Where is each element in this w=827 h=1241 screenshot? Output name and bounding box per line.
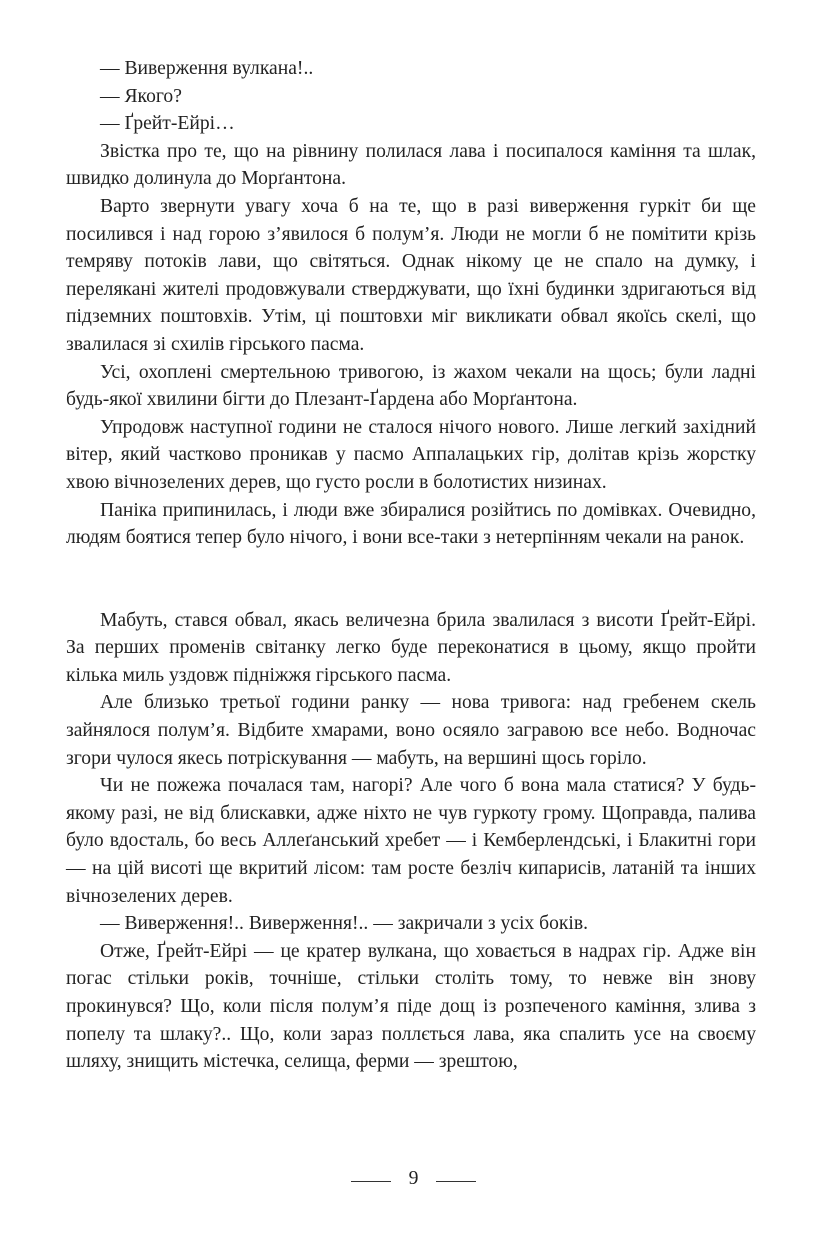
section-break	[66, 552, 756, 607]
text-section-2	[66, 607, 756, 1076]
footer-rule-right	[436, 1181, 476, 1182]
footer-rule-left	[351, 1181, 391, 1182]
paragraph: Паніка припинилась, і люди вже збиралися розійтись по домівках. Очевидно, людям боятися тепер було нічого, і вони все-таки з нетерпінням чекали на ранок.	[66, 499, 756, 549]
paragraph: Мабуть, стався обвал, якась величезна брила звалилася з висоти Ґрейт-Ейрі. За перших променів світанку легко буде переконатися в цьому, якщо пройти кілька миль уздовж підніжжя гірського пасма.	[66, 609, 756, 686]
paragraph: — Ґрейт-Ейрі…	[100, 113, 235, 135]
paragraph: Отже, Ґрейт-Ейрі — це кратер вулкана, що ховається в надрах гір. Адже він погас стільки років, точніше, стільки століть тому, то невже він знову прокинувся? Що, коли після полум’я піде дощ із розпеченого каміння, злива з попелу та шлаку?.. Що, коли зараз поллється лава, яка спалить усе на своєму шляху, знищить містечка, селища, ферми — зрештою,	[66, 940, 756, 1073]
page-number: 9	[408, 1168, 419, 1189]
paragraph: Звістка про те, що на рівнину полилася лава і посипалося каміння та шлак, швидко долинула до Морґантона.	[66, 140, 756, 190]
paragraph: Варто звернути увагу хоча б на те, що в разі виверження гуркіт би ще посилився і над горою з’явилося б полум’я. Люди не могли б не помітити крізь темряву потоків лави, що світяться. Однак нікому це не спало на думку, і перелякані жителі продовжували стверджувати, що їхні будинки здригаються від підземних поштовхів. Утім, ці поштовхи міг викликати обвал якоїсь скелі, що звалилася зі схилів гірського пасма.	[66, 195, 756, 355]
paragraph: Упродовж наступної години не сталося нічого нового. Лише легкий західний вітер, який частково проникав у пасмо Аппалацьких гір, долітав крізь жорстку хвою вічнозелених дерев, що густо росли в болотистих низинах.	[66, 416, 756, 493]
text-section-1	[66, 55, 756, 552]
page-body	[66, 55, 756, 1076]
paragraph: Усі, охоплені смертельною тривогою, із жахом чекали на щось; були ладні будь-якої хвилини бігти до Плезант-Ґардена або Морґантона.	[66, 361, 756, 411]
paragraph: — Виверження вулкана!..	[100, 58, 314, 79]
paragraph: Але близько третьої години ранку — нова тривога: над гребенем скель зайнялося полум’я. Відбите хмарами, воно осяяло загравою все небо. Водночас згори чулося якесь потріскування — мабуть, на вершині щось горіло.	[66, 692, 756, 769]
paragraph: — Виверження!.. Виверження!.. — закричали з усіх боків.	[100, 913, 588, 935]
paragraph: — Якого?	[100, 85, 182, 107]
paragraph: Чи не пожежа почалася там, нагорі? Але чого б вона мала статися? У будь-якому разі, не від блискавки, адже ніхто не чув гуркоту грому. Щоправда, палива було вдосталь, бо весь Аллеґанський хребет — і Кемберлендські, і Блакитні гори — на цій висоті ще вкритий лісом: там росте безліч кипарисів, латаній та інших вічнозелених дерев.	[66, 775, 756, 907]
page-footer	[0, 1168, 827, 1190]
